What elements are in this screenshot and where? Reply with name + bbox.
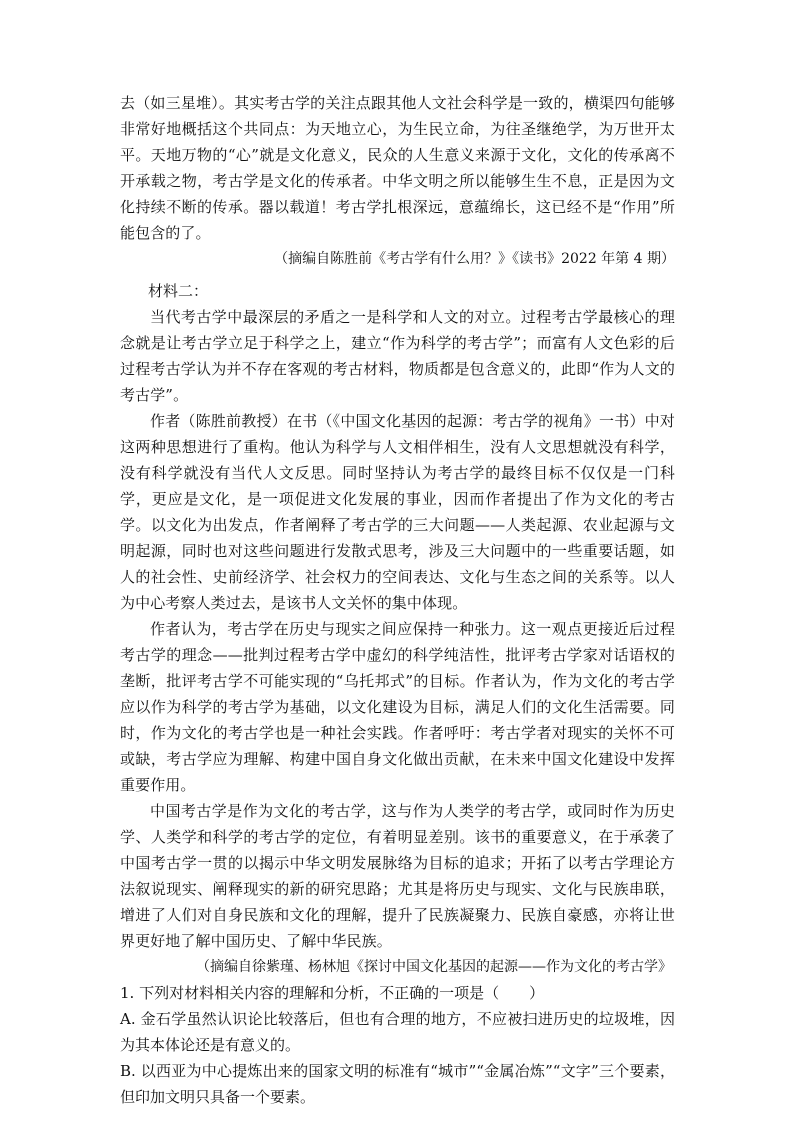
source-citation-1: （摘编自陈胜前《考古学有什么用？》《读书》2022 年第 4 期） [274,251,675,267]
material-two-label: 材料二： [148,282,209,300]
paragraph-5: 中国考古学是作为文化的考古学，这与作为人类学的考古学，或同时作为历史学、人类学和科学的考古学的定位，有着明显差别。该书的重要意义，在于承袭了中国考古学一贯的以揭示中华文明发展脉络为目标的追求；开拓了以考古学理论方法叙说现实、阐释现实的新的研究思路；尤其是将历史与现实、文化与民族串联，增进了人们对自身民族和文化的理解，提升了民族凝聚力、民族自豪感，亦将让世界更好地了解中国历史、了解中华民族。 [120,802,675,950]
paragraph-4: 作者认为，考古学在历史与现实之间应保持一种张力。这一观点更接近后过程考古学的理念——批判过程考古学中虚幻的科学纯洁性，批评考古学家对话语权的垄断，批评考古学不可能实现的“乌托邦式”的目标。作者认为，作为文化的考古学应以作为科学的考古学为基础，以文化建设为目标，满足人们的文化生活需要。同时，作为文化的考古学也是一种社会实践。作者呼吁：考古学者对现实的关怀不可或缺，考古学应为理解、构建中国自身文化做出贡献，在未来中国文化建设中发挥重要作用。 [120,620,675,794]
question-1: 1. 下列对材料相关内容的理解和分析，不正确的一项是（ ） [120,984,545,1002]
document-body [120,90,675,1110]
paragraph-1: 去（如三星堆）。其实考古学的关注点跟其他人文社会科学是一致的，横渠四句能够非常好地概括这个共同点：为天地立心，为生民立命，为往圣继绝学，为万世开太平。天地万物的“心”就是文化意义，民众的人生意义来源于文化，文化的传承离不开承载之物，考古学是文化的传承者。中华文明之所以能够生生不息，正是因为文化持续不断的传承。器以载道！考古学扎根深远，意蕴绵长，这已经不是“作用”所能包含的了。 [120,94,675,242]
source-citation-2: （摘编自徐紫瑾、杨林旭《探讨中国文化基因的起源——作为文化的考古学》 [196,959,672,975]
paragraph-2: 当代考古学中最深层的矛盾之一是科学和人文的对立。过程考古学最核心的理念就是让考古学立足于科学之上，建立“作为科学的考古学”；而富有人文色彩的后过程考古学认为并不存在客观的考古材料，物质都是包含意义的，此即“作为人文的考古学”。 [120,308,675,404]
paragraph-3: 作者（陈胜前教授）在书（《中国文化基因的起源：考古学的视角》一书）中对这两种思想进行了重构。他认为科学与人文相伴相生，没有人文思想就没有科学，没有科学就没有当代人文反思。同时坚持认为考古学的最终目标不仅仅是一门科学，更应是文化，是一项促进文化发展的事业，因而作者提出了作为文化的考古学。以文化为出发点，作者阐释了考古学的三大问题——人类起源、农业起源与文明起源，同时也对这些问题进行发散式思考，涉及三大问题中的一些重要话题，如人的社会性、史前经济学、社会权力的空间表达、文化与生态之间的关系等。以人为中心考察人类过去，是该书人文关怀的集中体现。 [120,412,675,612]
option-b: B. 以西亚为中心提炼出来的国家文明的标准有“城市”“金属冶炼”“文字”三个要素，但印加文明只具备一个要素。 [120,1062,675,1106]
option-a: A. 金石学虽然认识论比较落后，但也有合理的地方，不应被扫进历史的垃圾堆，因为其本体论还是有意义的。 [120,1010,675,1054]
